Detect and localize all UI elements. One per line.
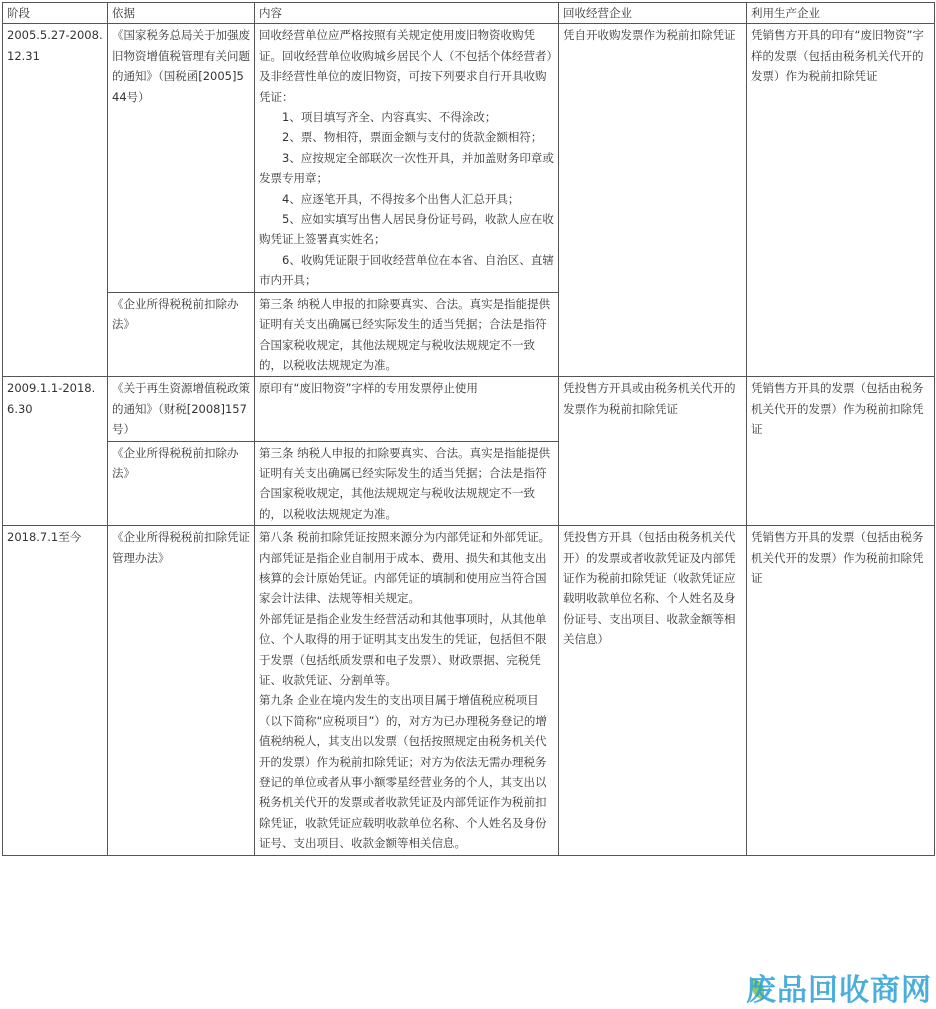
content-paragraph: 内部凭证是指企业自制用于成本、费用、损失和其他支出核算的会计原始凭证。内部凭证的填制和使用应当符合国家会计法律、法规等相关规定。 — [259, 550, 547, 606]
stage-cell: 2005.5.27-2008.12.31 — [3, 24, 108, 377]
content-cell: 第三条 纳税人申报的扣除要真实、合法。真实是指能提供证明有关支出确属已经实际发生的适当凭据；合法是指符合国家税收规定，其他法规规定与税收法规规定不一致的，以税收法规规定为准。 — [255, 441, 559, 526]
content-item: 3、应按规定全部联次一次性开具，并加盖财务印章或发票专用章； — [259, 150, 554, 186]
table-row — [3, 526, 935, 856]
content-paragraph: 第八条 税前扣除凭证按照来源分为内部凭证和外部凭证。 — [259, 530, 551, 545]
content-paragraph: 回收经营单位应严格按照有关规定使用废旧物资收购凭证。回收经营单位收购城乡居民个人（不包括个体经营者）及非经营性单位的废旧物资，可按下列要求自行开具收购凭证： — [259, 28, 553, 104]
producer-cell: 凭销售方开具的发票（包括由税务机关代开的发票）作为税前扣除凭证 — [747, 526, 935, 856]
content-cell: 原印有“废旧物资”字样的专用发票停止使用 — [255, 377, 559, 441]
content-item: 4、应逐笔开具，不得按多个出售人汇总开具； — [282, 191, 520, 206]
content-cell: 第三条 纳税人申报的扣除要真实、合法。真实是指能提供证明有关支出确属已经实际发生的适当凭据；合法是指符合国家税收规定，其他法规规定与税收法规规定不一致的，以税收法规规定为准。 — [255, 292, 559, 377]
content-cell — [255, 24, 559, 292]
content-item: 6、收购凭证限于回收经营单位在本省、自治区、直辖市内开具； — [259, 252, 554, 288]
header-content: 内容 — [255, 3, 559, 24]
content-item: 2、票、物相符，票面金额与支付的货款金额相符； — [282, 130, 543, 145]
policy-comparison-table — [2, 2, 935, 856]
producer-cell: 凭销售方开具的印有“废旧物资”字样的发票（包括由税务机关代开的发票）作为税前扣除凭证 — [747, 24, 935, 377]
recycler-cell: 凭投售方开具（包括由税务机关代开）的发票或者收款凭证及内部凭证作为税前扣除凭证（收款凭证应载明收款单位名称、个人姓名及身份证号、支出项目、收款金额等相关信息） — [559, 526, 747, 856]
content-paragraph: 外部凭证是指企业发生经营活动和其他事项时，从其他单位、个人取得的用于证明其支出发生的凭证，包括但不限于发票（包括纸质发票和电子发票）、财政票据、完税凭证、收款凭证、分割单等。 — [259, 611, 547, 687]
content-cell — [255, 526, 559, 856]
table-row — [3, 24, 935, 292]
content-item: 1、项目填写齐全、内容真实、不得涂改； — [282, 110, 497, 125]
basis-cell: 《国家税务总局关于加强废旧物资增值税管理有关问题的通知》（国税函[2005]544号） — [108, 24, 255, 292]
recycler-cell: 凭自开收购发票作为税前扣除凭证 — [559, 24, 747, 377]
basis-cell: 《企业所得税税前扣除办法》 — [108, 292, 255, 377]
basis-cell: 《企业所得税税前扣除办法》 — [108, 441, 255, 526]
stage-cell: 2018.7.1至今 — [3, 526, 108, 856]
stage-cell: 2009.1.1-2018.6.30 — [3, 377, 108, 526]
header-producer: 利用生产企业 — [747, 3, 935, 24]
header-basis: 依据 — [108, 3, 255, 24]
recycler-cell: 凭投售方开具或由税务机关代开的发票作为税前扣除凭证 — [559, 377, 747, 526]
basis-cell: 《企业所得税税前扣除凭证管理办法》 — [108, 526, 255, 856]
content-paragraph: 第九条 企业在境内发生的支出项目属于增值税应税项目（以下简称“应税项目”）的，对方为已办理税务登记的增值税纳税人，其支出以发票（包括按照规定由税务机关代开的发票）作为税前扣除凭证；对方为依法无需办理税务登记的单位或者从事小额零星经营业务的个人，其支出以税务机关代开的发票或者收款凭证及内部凭证作为税前扣除凭证，收款凭证应载明收款单位名称、个人姓名及身份证号、支出项目、收款金额等相关信息。 — [259, 693, 547, 851]
header-recycler: 回收经营企业 — [559, 3, 747, 24]
header-row — [3, 3, 935, 24]
table-row — [3, 377, 935, 441]
content-item: 5、应如实填写出售人居民身份证号码，收款人应在收购凭证上签署真实姓名； — [259, 212, 554, 247]
producer-cell: 凭销售方开具的发票（包括由税务机关代开的发票）作为税前扣除凭证 — [747, 377, 935, 526]
watermark-logo: 废品回收商网 — [746, 973, 932, 1008]
header-stage: 阶段 — [3, 3, 108, 24]
basis-cell: 《关于再生资源增值税政策的通知》（财税[2008]157号） — [108, 377, 255, 441]
